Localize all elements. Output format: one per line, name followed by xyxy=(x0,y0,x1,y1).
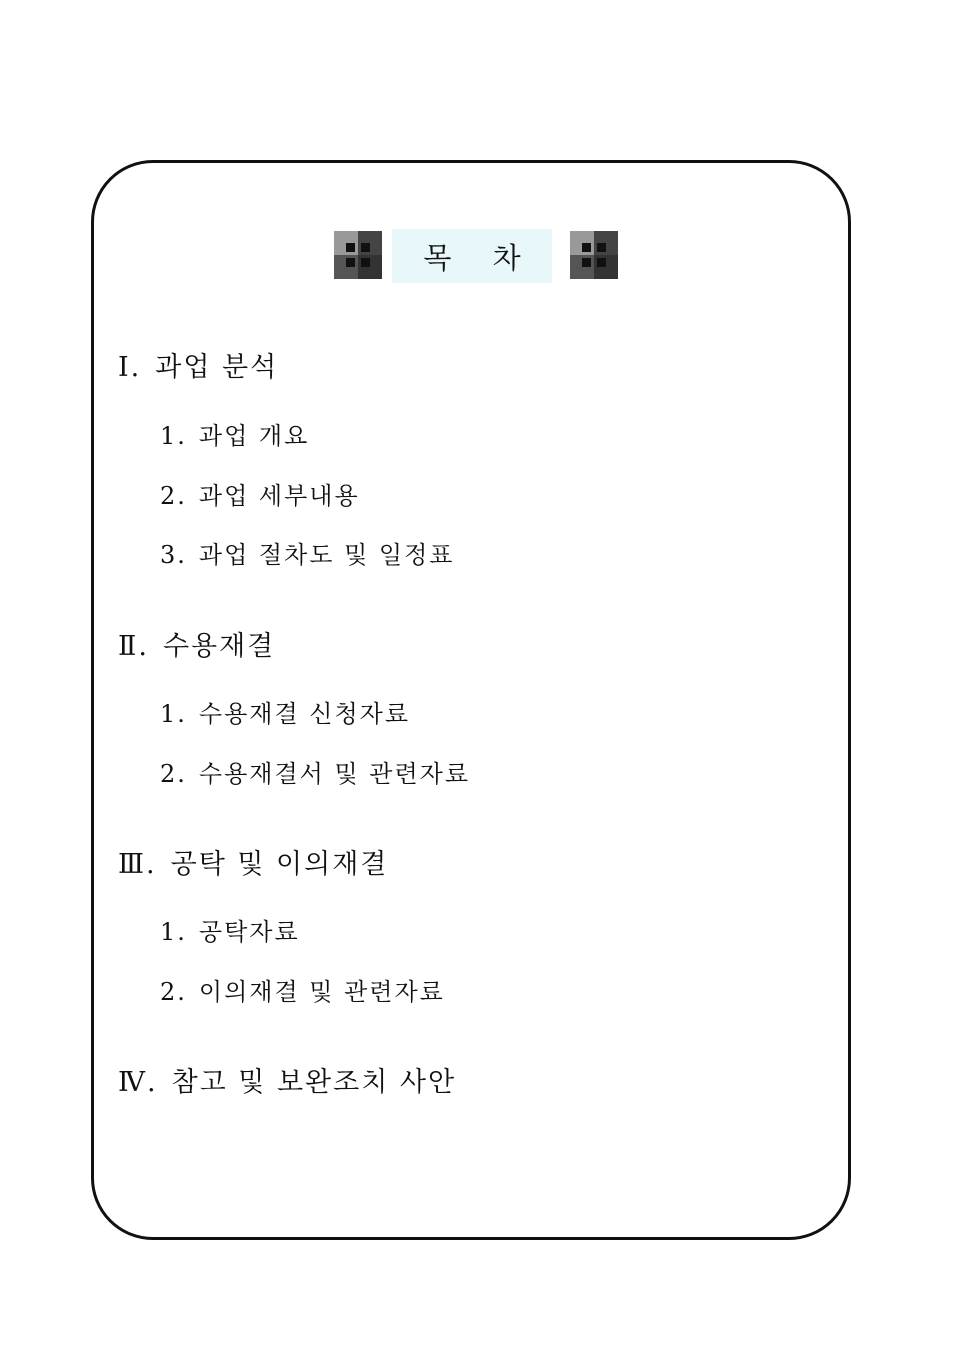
section-title: 공탁 및 이의재결 xyxy=(170,849,389,880)
toc-section-heading xyxy=(118,345,278,384)
toc-item xyxy=(160,754,470,789)
section-numeral: Ⅳ. xyxy=(118,1067,158,1098)
item-text: 수용재결서 및 관련자료 xyxy=(198,760,471,788)
item-text: 과업 개요 xyxy=(198,422,310,450)
item-text: 과업 세부내용 xyxy=(198,482,360,510)
section-title: 과업 분석 xyxy=(155,352,279,383)
grid-squares-icon xyxy=(570,231,618,279)
item-number: 1. xyxy=(160,422,187,450)
item-text: 이의재결 및 관련자료 xyxy=(198,978,445,1006)
toc-item xyxy=(160,535,454,570)
item-text: 과업 절차도 및 일정표 xyxy=(198,541,455,569)
toc-item xyxy=(160,476,360,511)
toc-item xyxy=(160,416,309,451)
section-numeral: Ⅱ. xyxy=(118,631,149,662)
item-text: 수용재결 신청자료 xyxy=(198,700,411,728)
item-number: 2. xyxy=(160,978,187,1006)
section-numeral: Ⅲ. xyxy=(118,849,157,880)
grid-squares-icon xyxy=(334,231,382,279)
section-numeral: Ⅰ. xyxy=(118,352,142,383)
toc-item xyxy=(160,694,410,729)
item-number: 2. xyxy=(160,760,187,788)
item-number: 1. xyxy=(160,918,187,946)
toc-title-row xyxy=(334,229,620,283)
section-title: 참고 및 보완조치 사안 xyxy=(171,1067,457,1098)
toc-title-box xyxy=(392,229,552,283)
item-number: 1. xyxy=(160,700,187,728)
toc-section-heading xyxy=(118,1060,456,1099)
item-text: 공탁자료 xyxy=(198,918,300,946)
toc-section-heading xyxy=(118,624,275,663)
page-title: 목 차 xyxy=(423,240,537,275)
toc-item xyxy=(160,912,300,947)
toc-section-heading xyxy=(118,842,388,881)
section-title: 수용재결 xyxy=(162,631,276,662)
item-number: 3. xyxy=(160,541,187,569)
item-number: 2. xyxy=(160,482,187,510)
toc-item xyxy=(160,972,445,1007)
